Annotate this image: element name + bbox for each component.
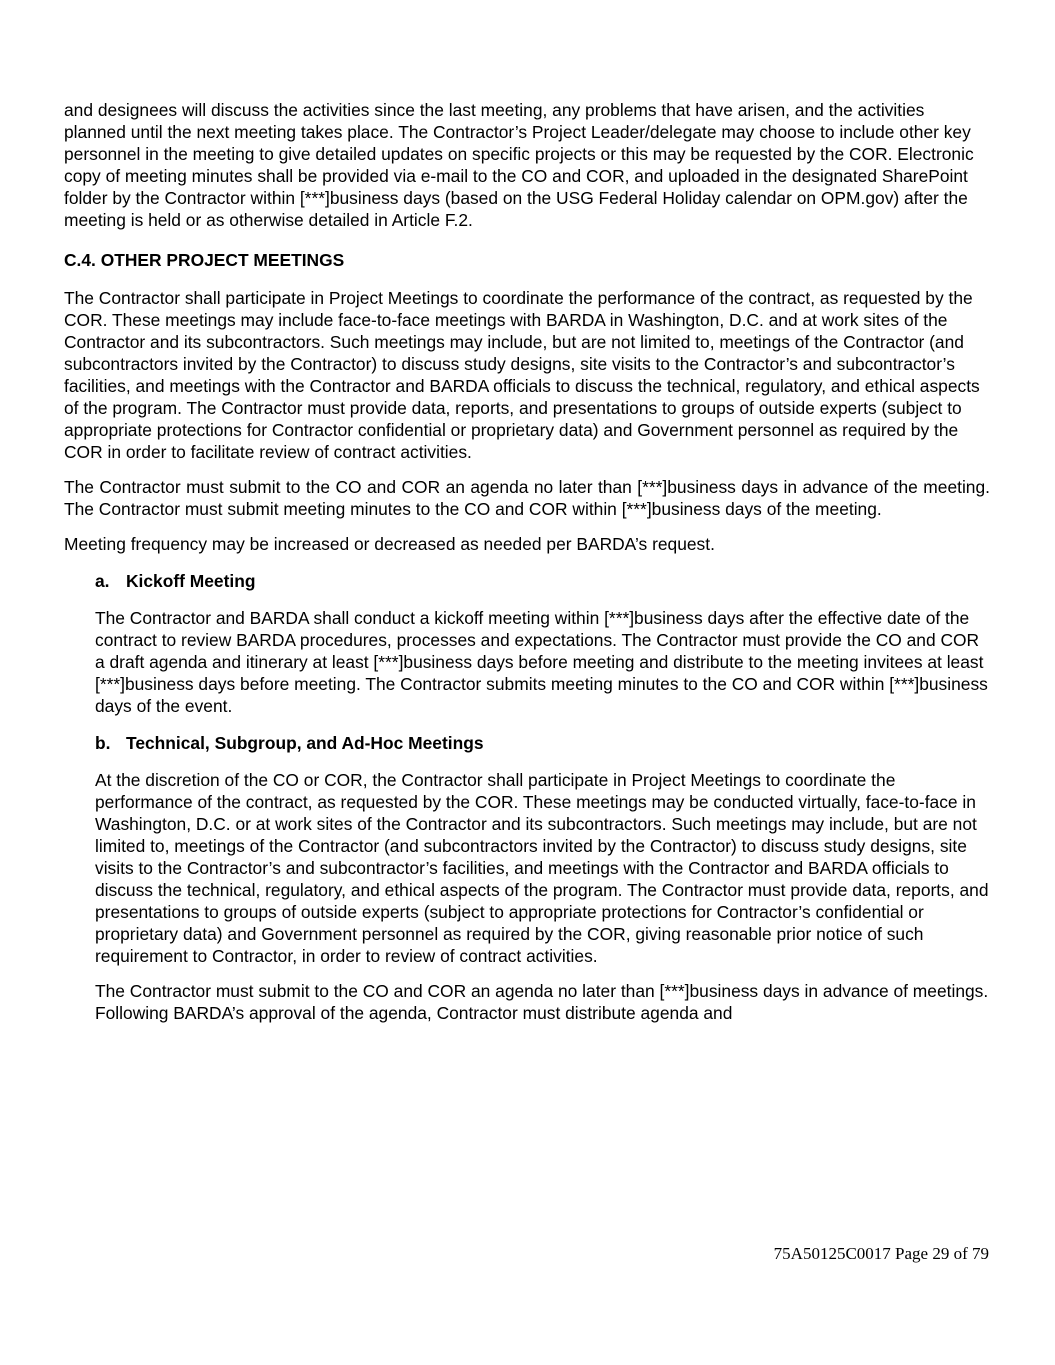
subsection-a-heading	[95, 570, 990, 592]
subsection-a-title: Kickoff Meeting	[126, 571, 256, 591]
subsection-a-body: The Contractor and BARDA shall conduct a kickoff meeting within [***]business days after the effective date of the contract to review BARDA procedures, processes and expectations. The Contractor must provide the CO and COR a draft agenda and itinerary at least [***]business days before meeting and distribute to the meeting invitees at least [***]business days before meeting. The Contractor submits meeting minutes to the CO and COR within [***]business days of the event.	[95, 608, 988, 716]
subsection-b-heading	[95, 732, 990, 754]
page-footer: 75A50125C0017 Page 29 of 79	[773, 1244, 989, 1263]
subsection-b-body-2: The Contractor must submit to the CO and COR an agenda no later than [***]business days in advance of meetings. Following BARDA’s approval of the agenda, Contractor must distribute agenda and	[95, 981, 989, 1023]
section-heading: C.4. OTHER PROJECT MEETINGS	[64, 250, 345, 270]
subsection-a-letter: a.	[95, 571, 110, 591]
paragraph-project-meetings: The Contractor shall participate in Project Meetings to coordinate the performance of the contract, as requested by the COR. These meetings may include face-to-face meetings with BARDA in Washington, D.C. and at work sites of the Contractor and its subcontractors. Such meetings may include, but are not limited to, meetings of the Contractor (and subcontractors invited by the Contractor) to discuss study designs, site visits to the Contractor’s and subcontractor’s facilities, and meetings with the Contractor and BARDA officials to discuss the technical, regulatory, and ethical aspects of the program. The Contractor must provide data, reports, and presentations to groups of outside experts (subject to appropriate protections for Contractor confidential or proprietary data) and Government personnel as required by the COR in order to facilitate review of contract activities.	[64, 288, 980, 462]
subsection-b-body-1: At the discretion of the CO or COR, the Contractor shall participate in Project Meetings to coordinate the performance of the contract, as requested by the COR. These meetings may be conducted virtually, face-to-face in Washington, D.C. or at work sites of the Contractor and its subcontractors. Such meetings may include, but are not limited to, meetings of the Contractor (and subcontractors invited by the Contractor) to discuss study designs, site visits to the Contractor’s and subcontractor’s facilities, and meetings with the Contractor and BARDA officials to discuss the technical, regulatory, and ethical aspects of the program. The Contractor must provide data, reports, and presentations to groups of outside experts (subject to appropriate protections for Contractor’s confidential or proprietary data) and Government personnel as required by the COR, giving reasonable prior notice of such requirement to Contractor, in order to review of contract activities.	[95, 770, 989, 966]
paragraph-frequency: Meeting frequency may be increased or decreased as needed per BARDA’s request.	[64, 534, 715, 554]
subsection-b-letter: b.	[95, 733, 111, 753]
document-page	[64, 99, 990, 1024]
subsection-b-title: Technical, Subgroup, and Ad-Hoc Meetings	[126, 733, 484, 753]
intro-paragraph: and designees will discuss the activities since the last meeting, any problems that have arisen, and the activities planned until the next meeting takes place. The Contractor’s Project Leader/delegate may choose to include other key personnel in the meeting to give detailed updates on specific projects or this may be requested by the COR. Electronic copy of meeting minutes shall be provided via e-mail to the CO and COR, and uploaded in the designated SharePoint folder by the Contractor within [***]business days (based on the USG Federal Holiday calendar on OPM.gov) after the meeting is held or as otherwise detailed in Article F.2.	[64, 100, 974, 230]
paragraph-agenda: The Contractor must submit to the CO and COR an agenda no later than [***]business days in advance of the meeting. The Contractor must submit meeting minutes to the CO and COR within [***]business days of the meeting.	[64, 477, 990, 519]
